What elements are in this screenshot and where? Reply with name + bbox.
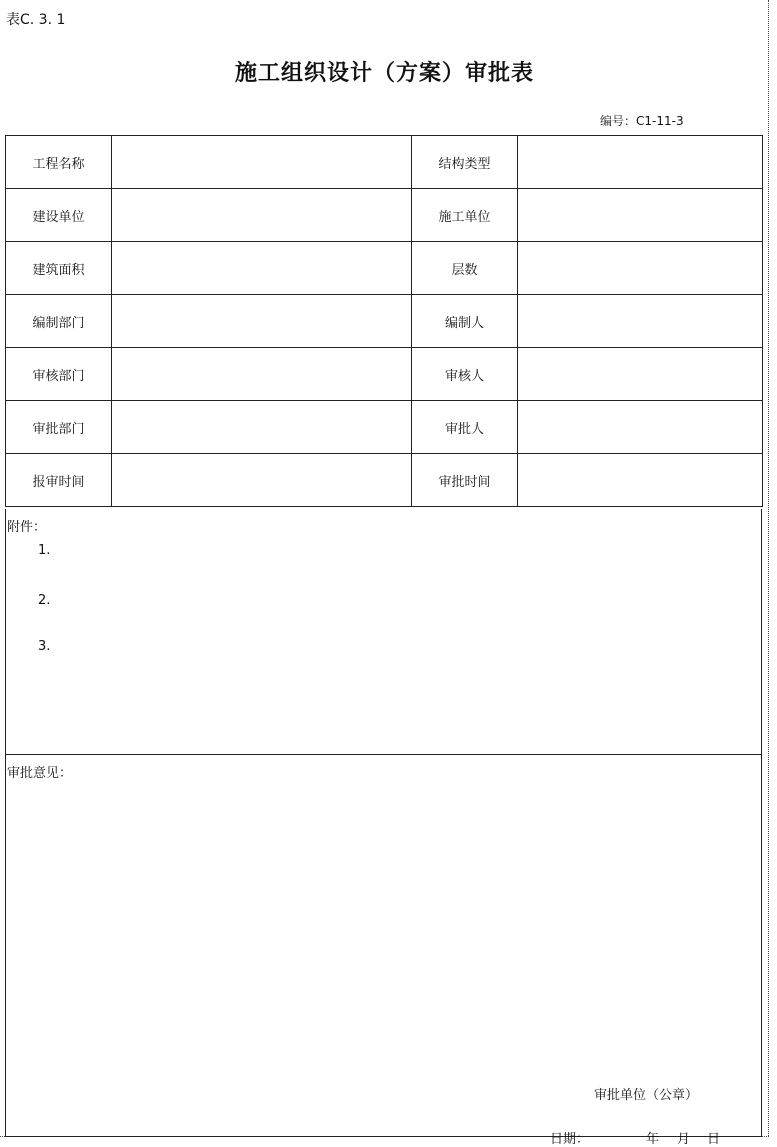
approval-unit-stamp: 审批单位（公章） [594, 1088, 699, 1103]
field-label: 审批部门 [6, 401, 112, 454]
table-row [6, 295, 763, 348]
field-label: 报审时间 [6, 454, 112, 507]
page-edge-right [768, 0, 769, 1136]
attachment-item-1: 1. [38, 543, 51, 558]
opinion-section [5, 755, 762, 1147]
field-value[interactable] [518, 136, 763, 189]
attachment-item-3: 3. [38, 639, 51, 654]
date-day: 日 [707, 1132, 721, 1147]
table-row [6, 136, 763, 189]
field-label: 层数 [412, 242, 518, 295]
field-label: 编制部门 [6, 295, 112, 348]
attachments-title: 附件： [7, 520, 47, 535]
table-row [6, 242, 763, 295]
date-year: 年 [646, 1132, 660, 1147]
field-value[interactable] [112, 189, 412, 242]
field-label: 编制人 [412, 295, 518, 348]
info-table [5, 135, 763, 507]
field-value[interactable] [112, 348, 412, 401]
field-label: 审批人 [412, 401, 518, 454]
page-title: 施工组织设计（方案）审批表 [234, 61, 534, 86]
date-label: 日期： [550, 1132, 590, 1147]
field-value[interactable] [518, 189, 763, 242]
attachment-item-2: 2. [38, 593, 51, 608]
field-label: 结构类型 [412, 136, 518, 189]
field-value[interactable] [518, 295, 763, 348]
field-label: 建筑面积 [6, 242, 112, 295]
field-value[interactable] [518, 242, 763, 295]
table-row [6, 401, 763, 454]
field-label: 审核部门 [6, 348, 112, 401]
opinion-title: 审批意见： [7, 766, 73, 781]
table-row [6, 348, 763, 401]
field-value[interactable] [112, 136, 412, 189]
field-label: 审批时间 [412, 454, 518, 507]
field-value[interactable] [112, 454, 412, 507]
table-row [6, 454, 763, 507]
field-value[interactable] [518, 348, 763, 401]
field-value[interactable] [112, 401, 412, 454]
document-number: 编号：C1-11-3 [600, 114, 684, 128]
table-row [6, 189, 763, 242]
field-label: 建设单位 [6, 189, 112, 242]
field-value[interactable] [518, 454, 763, 507]
field-label: 工程名称 [6, 136, 112, 189]
field-value[interactable] [112, 295, 412, 348]
field-label: 施工单位 [412, 189, 518, 242]
table-label: 表C. 3. 1 [6, 12, 66, 28]
field-value[interactable] [112, 242, 412, 295]
attachments-section [5, 509, 762, 755]
field-value[interactable] [518, 401, 763, 454]
field-label: 审核人 [412, 348, 518, 401]
date-month: 月 [677, 1132, 691, 1147]
